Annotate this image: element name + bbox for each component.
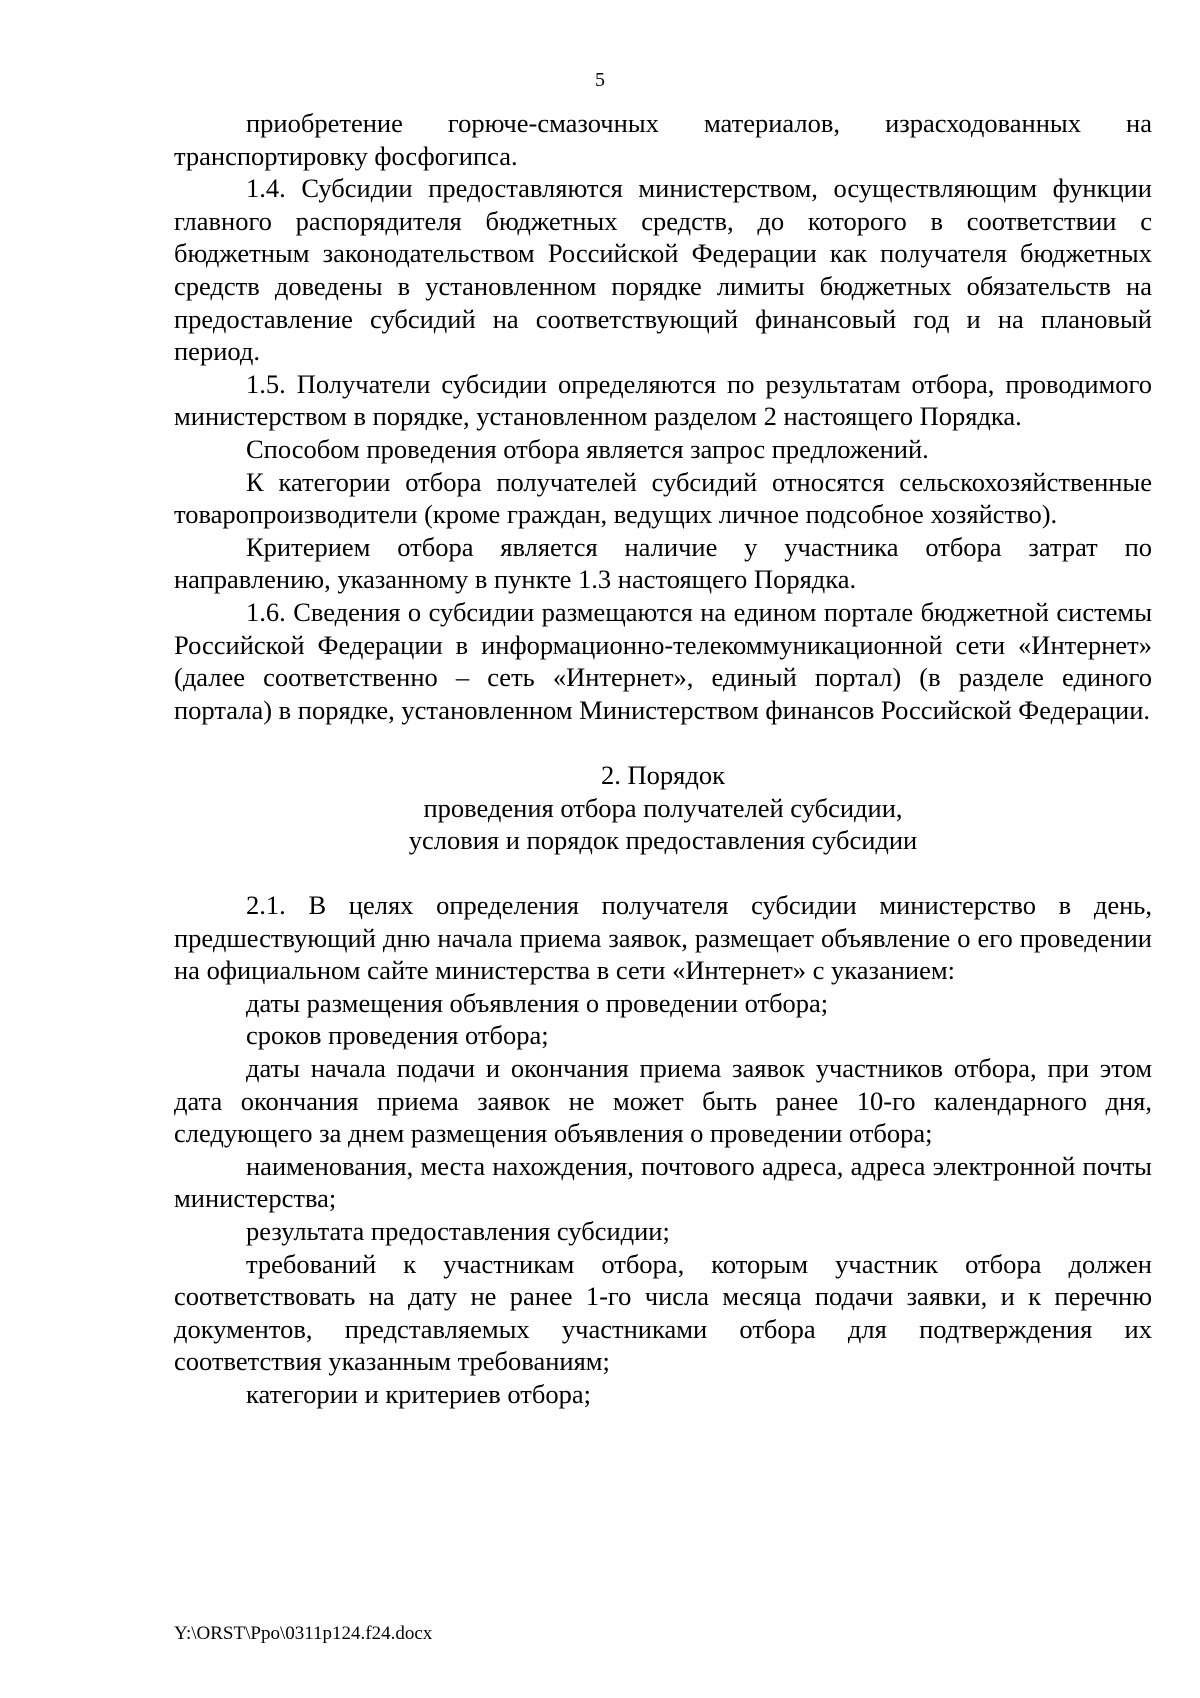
list-item: даты размещения объявления о проведении отбора; (246, 987, 829, 1018)
section-heading-title: 2. Порядок (601, 760, 725, 791)
section-heading (174, 759, 1152, 857)
section-heading-subtitle: условия и порядок предоставления субсидии (408, 825, 918, 856)
document-body (174, 107, 1152, 1411)
paragraph: приобретение горюче-смазочных материалов, израсходованных на транспортировку фосфогипса. (174, 108, 1152, 171)
list-item: категории и критериев отбора; (246, 1378, 591, 1409)
list-item: сроков проведения отбора; (246, 1020, 549, 1051)
list-item: даты начала подачи и окончания приема заявок участников отбора, при этом дата окончания приема заявок не может быть ранее 10-го календарного дня, следующего за днем размещения объявления о проведении отбора; (174, 1053, 1152, 1149)
paragraph: 2.1. В целях определения получателя субсидии министерство в день, предшествующий дню начала приема заявок, размещает объявление о его проведении на официальном сайте министерства в сети «Интернет» с указанием: (174, 890, 1152, 986)
list-item: требований к участникам отбора, которым участник отбора должен соответствовать на дату не ранее 1-го числа месяца подачи заявки, и к перечню документов, представляемых участниками отбора для подтверждения их соответствия указанным требованиям; (174, 1248, 1152, 1377)
paragraph: Критерием отбора является наличие у участника отбора затрат по направлению, указанному в пункте 1.3 настоящего Порядка. (174, 531, 1152, 595)
paragraph: Способом проведения отбора является запрос предложений. (246, 433, 929, 464)
paragraph: 1.6. Сведения о субсидии размещаются на едином портале бюджетной системы Российской Федерации в информационно-телекоммуникационной сети «Интернет» (далее соответственно – сеть «Интернет», единый портал) (в разделе единого портала) в порядке, установленном Министерством финансов Российской Федерации. (174, 596, 1152, 725)
list-item: наименования, места нахождения, почтового адреса, адреса электронной почты министерства; (174, 1150, 1152, 1214)
paragraph: 1.5. Получатели субсидии определяются по результатам отбора, проводимого министерством в порядке, установленном разделом 2 настоящего Порядка. (174, 368, 1152, 432)
paragraph: 1.4. Субсидии предоставляются министерством, осуществляющим функции главного распорядителя бюджетных средств, до которого в соответствии с бюджетным законодательством Российской Федерации как получателя бюджетных средств доведены в установленном порядке лимиты бюджетных обязательств на предоставление субсидий на соответствующий финансовый год и на плановый период. (174, 173, 1152, 367)
paragraph: К категории отбора получателей субсидий относятся сельскохозяйственные товаропроизводители (кроме граждан, ведущих личное подсобное хозяйство). (174, 466, 1152, 530)
section-heading-subtitle: проведения отбора получателей субсидии, (423, 792, 903, 823)
footer-file-path: Y:\ORST\Ppo\0311p124.f24.docx (174, 1623, 433, 1644)
page-number: 5 (595, 69, 605, 91)
list-item: результата предоставления субсидии; (246, 1216, 670, 1246)
